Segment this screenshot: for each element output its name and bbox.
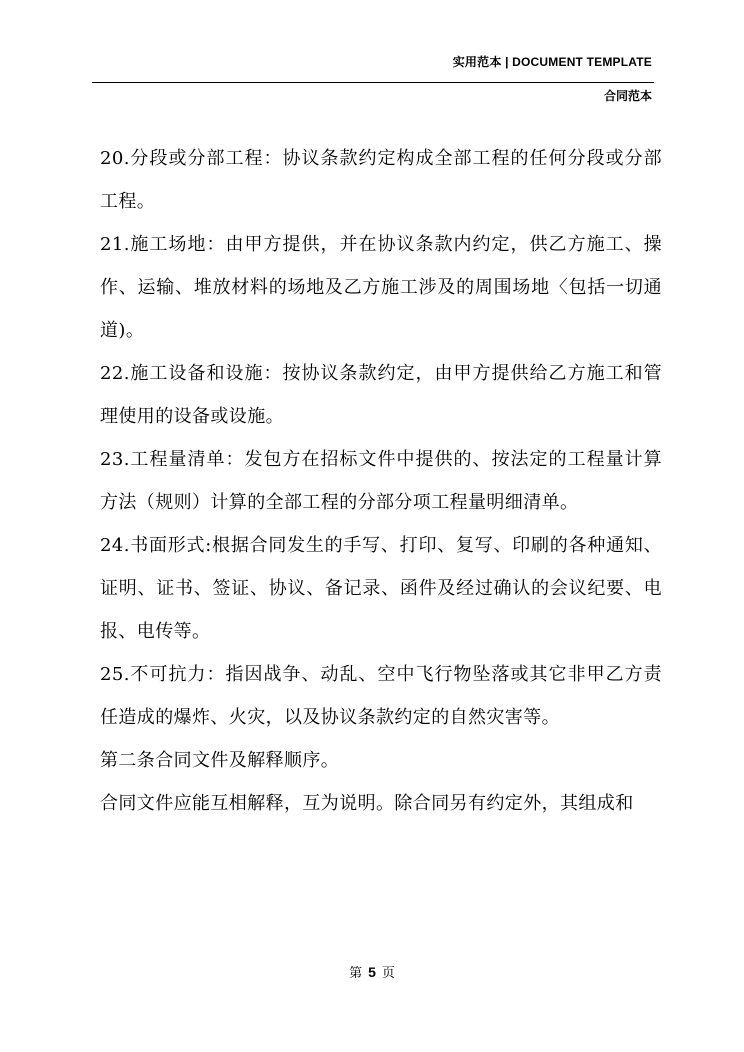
header-divider	[92, 82, 654, 83]
clause-23: 23.工程量清单：发包方在招标文件中提供的、按法定的工程量计算方法（规则）计算的全部工程的分部分项工程量明细清单。	[100, 449, 662, 513]
section-heading-article-2: 第二条合同文件及解释顺序。	[100, 750, 340, 771]
clause-25: 25.不可抗力：指因战争、动乱、空中飞行物坠落或其它非甲乙方责任造成的爆炸、火灾，以及协议条款约定的自然灾害等。	[100, 664, 662, 728]
article-2-paragraph: 合同文件应能互相解释，互为说明。除合同另有约定外，其组成和	[100, 793, 634, 814]
header-title: 实用范本 | DOCUMENT TEMPLATE	[452, 55, 652, 69]
header-subtitle: 合同范本	[603, 89, 652, 103]
document-body	[100, 137, 662, 825]
page-suffix: 页	[381, 966, 395, 981]
clause-20: 20.分段或分部工程：协议条款约定构成全部工程的任何分段或分部工程。	[100, 148, 662, 212]
clause-22: 22.施工设备和设施：按协议条款约定，由甲方提供给乙方施工和管理使用的设备或设施。	[100, 363, 662, 427]
page-number: 5	[368, 964, 376, 980]
clause-21: 21.施工场地：由甲方提供，并在协议条款内约定，供乙方施工、操作、运输、堆放材料的场地及乙方施工涉及的周围场地〈包括一切通道)。	[100, 234, 662, 341]
page-prefix: 第	[349, 966, 363, 981]
page-footer	[0, 962, 744, 981]
clause-24: 24.书面形式:根据合同发生的手写、打印、复写、印刷的各种通知、证明、证书、签证、协议、备记录、函件及经过确认的会议纪要、电报、电传等。	[100, 535, 662, 642]
